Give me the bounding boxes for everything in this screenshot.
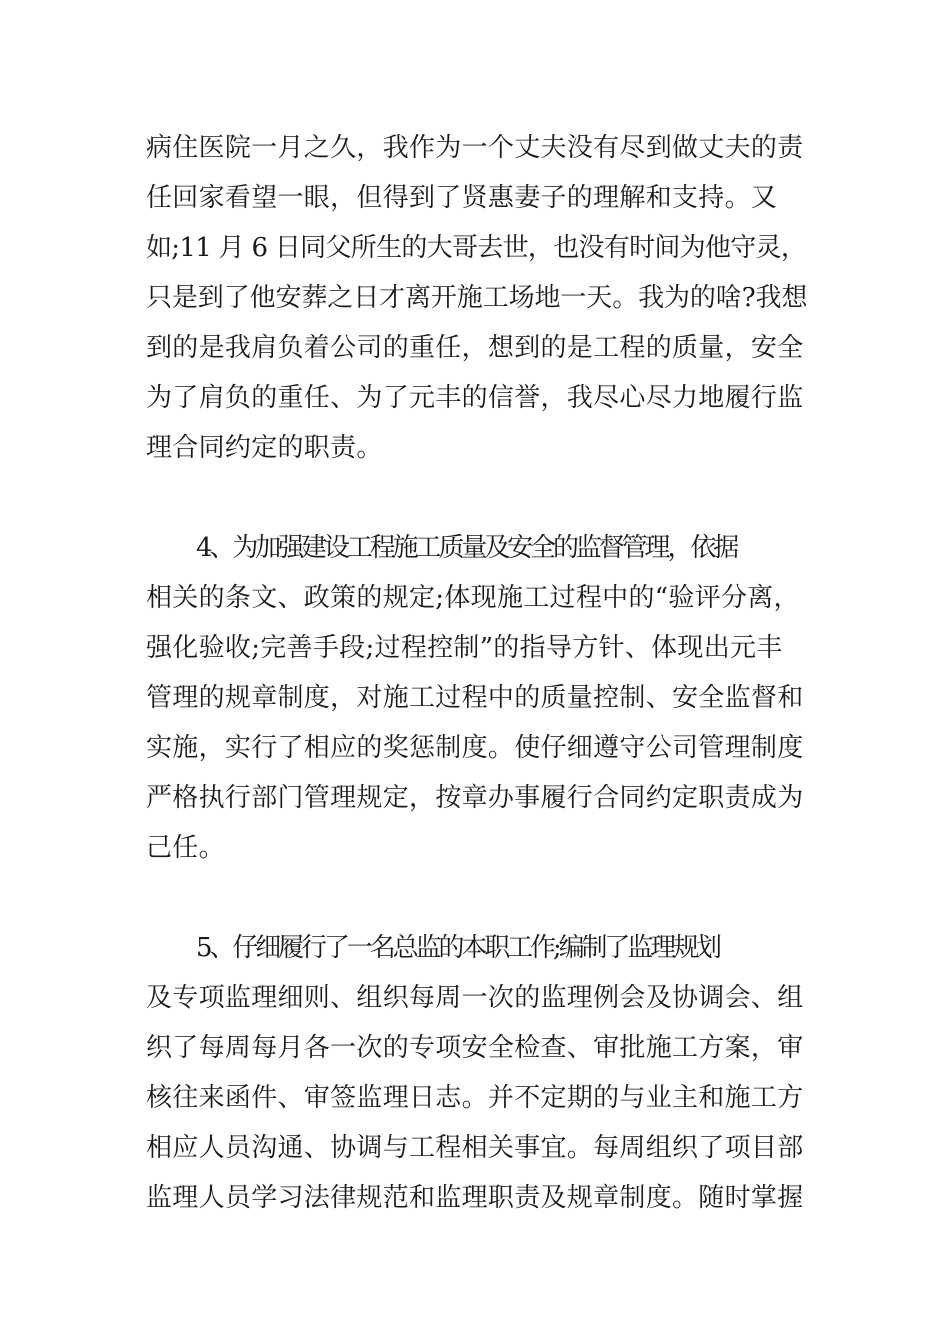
paragraph-1-line-2: 任回家看望一眼，但得到了贤惠妻子的理解和支持。又 bbox=[146, 183, 778, 213]
paragraph-2-line-3: 强化验收;完善手段;过程控制”的指导方针、体现出元丰 bbox=[146, 633, 783, 663]
paragraph-1-line-1: 病住医院一月之久，我作为一个丈夫没有尽到做丈夫的责 bbox=[146, 133, 804, 163]
paragraph-3-line-4: 核往来函件、审签监理日志。并不定期的与业主和施工方 bbox=[146, 1083, 804, 1113]
paragraph-1-line-5: 到的是我肩负着公司的重任，想到的是工程的质量，安全 bbox=[146, 333, 804, 363]
paragraph-1-line-3: 如;11 月 6 日同父所生的大哥去世，也没有时间为他守灵， bbox=[146, 233, 807, 263]
paragraph-1-line-6: 为了肩负的重任、为了元丰的信誉，我尽心尽力地履行监 bbox=[146, 383, 804, 413]
paragraph-2-line-4: 管理的规章制度，对施工过程中的质量控制、安全监督和 bbox=[146, 683, 804, 713]
paragraph-1-line-7: 理合同约定的职责。 bbox=[146, 433, 383, 463]
paragraph-1-line-4: 只是到了他安葬之日才离开施工场地一天。我为的啥?我想 bbox=[146, 283, 808, 313]
paragraph-2-line-6: 严格执行部门管理规定，按章办事履行合同约定职责成为 bbox=[146, 783, 804, 813]
paragraph-3-line-2: 及专项监理细则、组织每周一次的监理例会及协调会、组 bbox=[146, 983, 804, 1013]
paragraph-2-line-2: 相关的条文、政策的规定;体现施工过程中的“验评分离， bbox=[146, 583, 800, 613]
paragraph-3-line-3: 织了每周每月各一次的专项安全检查、审批施工方案，审 bbox=[146, 1033, 804, 1063]
paragraph-3-line-1: 5、仔细履行了一名总监的本职工作;编制了监理规划 bbox=[196, 933, 719, 963]
paragraph-2-line-5: 实施，实行了相应的奖惩制度。使仔细遵守公司管理制度 bbox=[146, 733, 804, 763]
paragraph-2-line-1: 4、为加强建设工程施工质量及安全的监督管理，依据 bbox=[196, 533, 737, 563]
paragraph-2-line-7: 己任。 bbox=[146, 833, 225, 863]
paragraph-3-line-5: 相应人员沟通、协调与工程相关事宜。每周组织了项目部 bbox=[146, 1133, 804, 1163]
paragraph-3-line-6: 监理人员学习法律规范和监理职责及规章制度。随时掌握 bbox=[146, 1183, 804, 1213]
